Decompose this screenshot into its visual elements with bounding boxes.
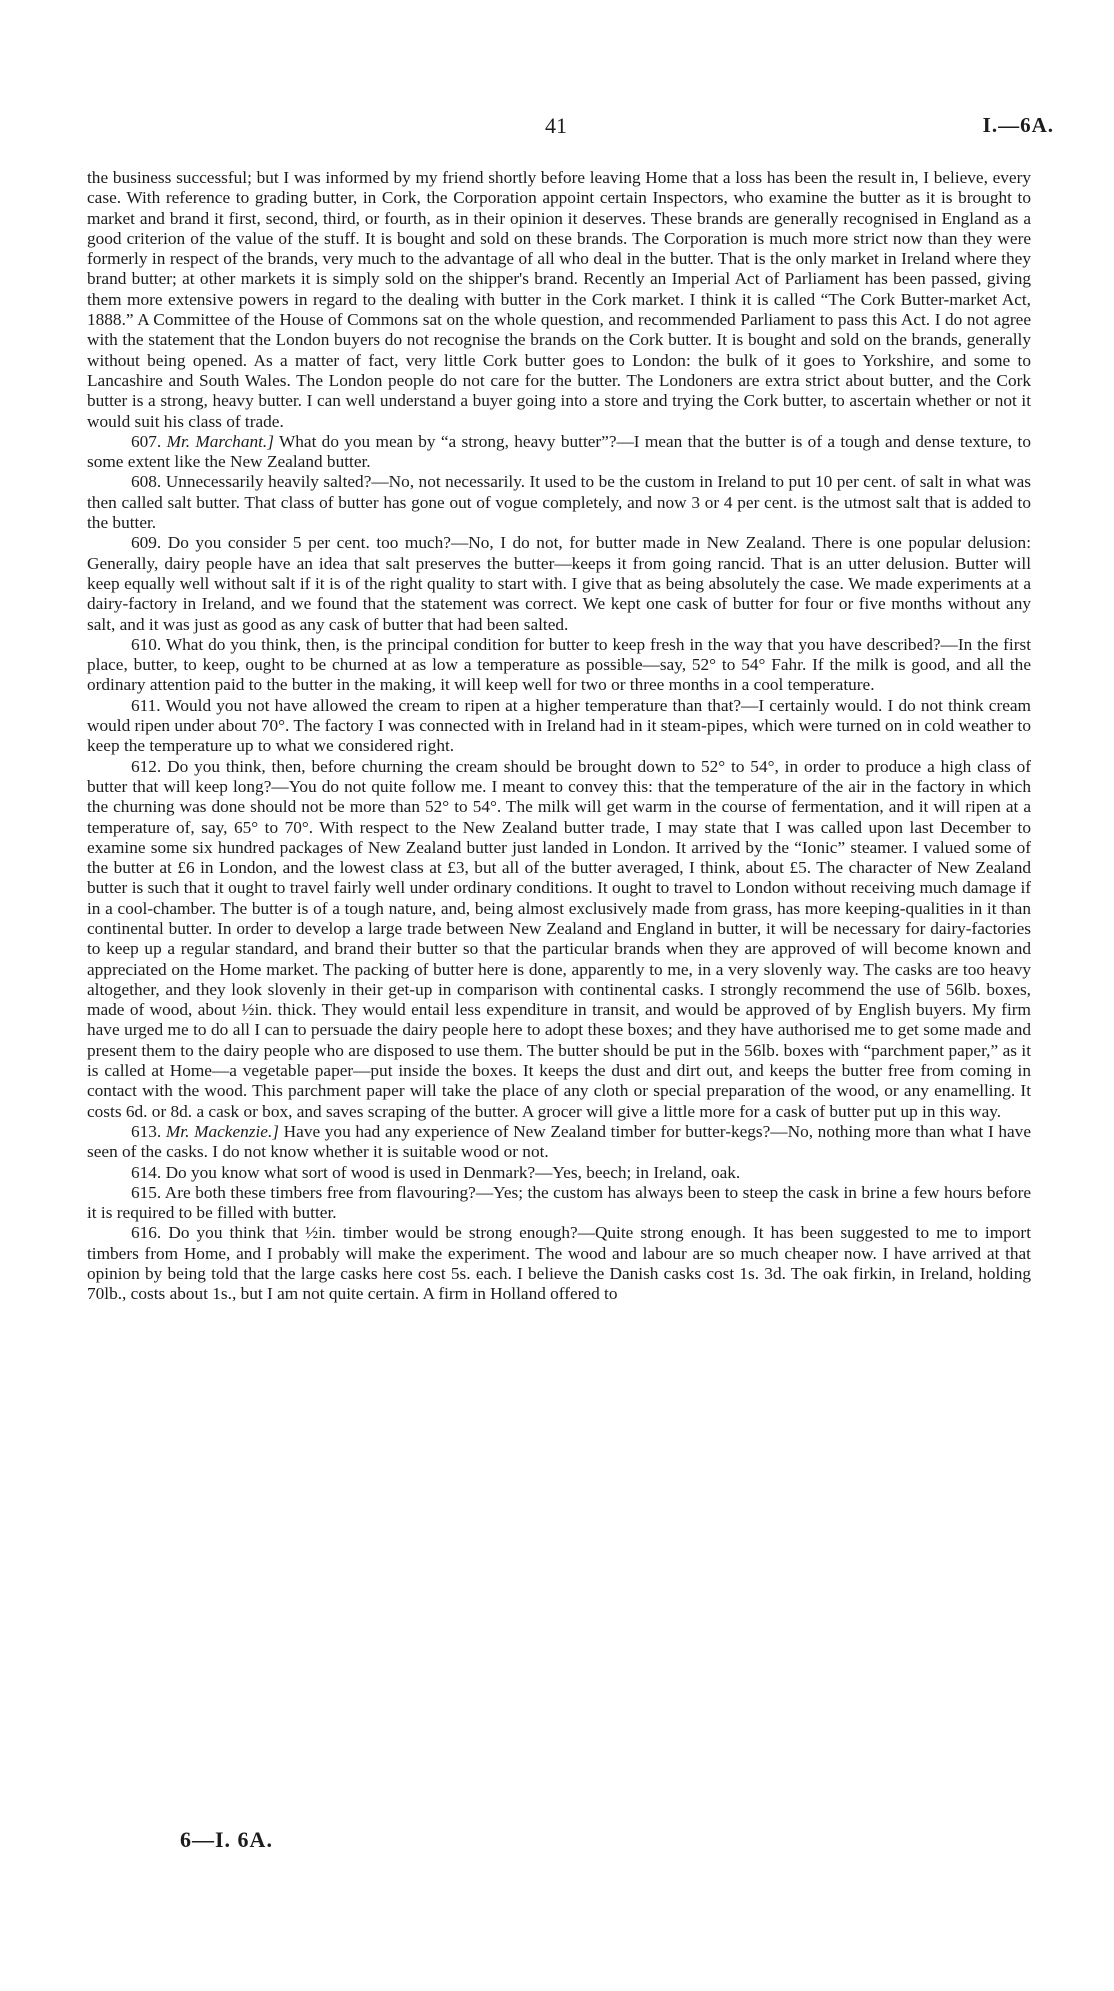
paragraph-continued: the business successful; but I was informed by my friend shortly before leaving Home that a loss has been the result in, I believe, every case. With reference to grading butter, in Cork, the Corporation appoint certain Inspectors, who examine the butter as it is brought to market and brand it first, second, third, or fourth, as in their opinion it deserves. These brands are generally recognised in England as a good criterion of the value of the stuff. It is bought and sold on these brands. The Corporation is much more strict now than they were formerly in respect of the brands, very much to the advantage of all who deal in the butter. That is the only market in Ireland where they brand butter; at other markets it is simply sold on the shipper's brand. Recently an Imperial Act of Parliament has been passed, giving them more extensive powers in regard to the dealing with butter in the Cork market. I think it is called “The Cork Butter-market Act, 1888.” A Committee of the House of Commons sat on the whole question, and recommended Parliament to pass this Act. I do not agree with the statement that the London buyers do not recognise the brands on the Cork butter. It is bought and sold on the brands, generally without being opened. As a matter of fact, very little Cork butter goes to London: the bulk of it goes to Yorkshire, and some to Lancashire and South Wales. The London people do not care for the butter. The Londoners are extra strict about butter, and the Cork butter is a strong, heavy butter. I can well understand a buyer going into a store and trying the Cork butter, to ascertain whether or not it would suit his class of trade.	[87, 168, 1031, 431]
speaker-name: Mr. Mackenzie.]	[165, 1121, 280, 1141]
paragraph-number: 608.	[131, 472, 162, 492]
paragraph-number: 614.	[131, 1162, 162, 1182]
page-number: 41	[545, 113, 567, 138]
paragraph-612: 612. Do you think, then, before churning the cream should be brought down to 52° to 54°, in order to produce a high class of butter that will keep long?—You do not quite follow me. I meant to convey this: that the temperature of the air in the factory in which the churning was done should not be more than 52° to 54°. The milk will get warm in the course of fermentation, and it will ripen at a temperature of, say, 65° to 70°. With respect to the New Zealand butter trade, I may state that I was called upon last December to examine some six hundred packages of New Zealand butter just landed in London. It arrived by the “Ionic” steamer. I valued some of the butter at £6 in London, and the lowest class at £3, but all of the butter averaged, I think, about £5. The character of New Zealand butter is such that it ought to travel fairly well under ordinary conditions. It ought to travel to London without receiving much damage if in a cool-chamber. The butter is of a tough nature, and, being almost exclusively made from grass, has more keeping-qualities in it than continental butter. In order to develop a large trade between New Zealand and England in butter, it will be necessary for dairy-factories to keep up a regular standard, and brand their butter so that the particular brands when they are approved of will become known and appreciated on the Home market. The packing of butter here is done, apparently to me, in a very slovenly way. The casks are too heavy altogether, and they look slovenly in their get-up in comparison with continental casks. I strongly recommend the use of 56lb. boxes, made of wood, about ½in. thick. They would entail less expenditure in transit, and would be approved of by English buyers. My firm have urged me to do all I can to persuade the dairy people here to adopt these boxes; and they have authorised me to get some made and present them to the dairy people who are disposed to use them. The butter should be put in the 56lb. boxes with “parchment paper,” as it is called at Home—a vegetable paper—put inside the boxes. It keeps the dust and dirt out, and keeps the butter free from coming in contact with the wood. This parchment paper will take the place of any cloth or special preparation of the wood, or any enamelling. It costs 6d. or 8d. a cask or box, and saves scraping of the butter. A grocer will give a little more for a cask of butter put up in this way.	[87, 756, 1031, 1121]
paragraph-611: 611. Would you not have allowed the cream to ripen at a higher temperature than that?—I certainly would. I do not think cream would ripen under about 70°. The factory I was connected with in Ireland had in it steam-pipes, which were turned on in cold weather to keep the temperature up to what we considered right.	[87, 695, 1032, 756]
paragraph-607: 607. Mr. Marchant.] What do you mean by “a strong, heavy butter”?—I mean that the butter is of a tough and dense texture, to some extent like the New Zealand butter.	[87, 431, 1031, 472]
paragraph-number: 613.	[131, 1121, 162, 1141]
paragraph-number: 607.	[131, 431, 162, 451]
signature-mark: 6—I. 6A.	[180, 1827, 273, 1852]
paragraph-number: 611.	[131, 695, 161, 715]
paragraph-number: 612.	[131, 756, 162, 776]
document-reference: I.—6A.	[982, 113, 1054, 137]
paragraph-613: 613. Mr. Mackenzie.] Have you had any experience of New Zealand timber for butter-kegs?—No, nothing more than what I have seen of the casks. I do not know whether it is suitable wood or not.	[87, 1121, 1031, 1162]
paragraph-number: 610.	[131, 634, 162, 654]
paragraph-number: 615.	[131, 1182, 162, 1202]
paragraph-number: 616.	[131, 1223, 162, 1243]
paragraph-610: 610. What do you think, then, is the principal condition for butter to keep fresh in the way that you have described?—In the first place, butter, to keep, ought to be churned at as low a temperature as possible—say, 52° to 54° Fahr. If the milk is good, and all the ordinary attention paid to the butter in the making, it will keep well for two or three months in a cool temperature.	[87, 634, 1031, 695]
paragraph-616: 616. Do you think that ½in. timber would be strong enough?—Quite strong enough. It has been suggested to me to import timbers from Home, and I probably will make the experiment. The wood and labour are so much cheaper now. I have arrived at that opinion by being told that the large casks here cost 5s. each. I believe the Danish casks cost 1s. 3d. The oak firkin, in Ireland, holding 70lb., costs about 1s., but I am not quite certain. A firm in Holland offered to	[87, 1223, 1031, 1304]
paragraph-609: 609. Do you consider 5 per cent. too much?—No, I do not, for butter made in New Zealand. There is one popular delusion: Generally, dairy people have an idea that salt preserves the butter—keeps it from going rancid. That is an utter delusion. Butter will keep equally well without salt if it is of the right quality to start with. I give that as being absolutely the case. We made experiments at a dairy-factory in Ireland, and we found that the statement was correct. We kept one cask of butter for four or five months without any salt, and it was just as good as any cask of butter that had been salted.	[87, 533, 1031, 634]
paragraph-608: 608. Unnecessarily heavily salted?—No, not necessarily. It used to be the custom in Ireland to put 10 per cent. of salt in what was then called salt butter. That class of butter has gone out of vogue completely, and now 3 or 4 per cent. is the utmost salt that is added to the butter.	[87, 472, 1031, 533]
paragraph-number: 609.	[131, 533, 162, 553]
paragraph-614: 614. Do you know what sort of wood is used in Denmark?—Yes, beech; in Ireland, oak.	[131, 1162, 741, 1182]
page-header	[0, 113, 1114, 143]
paragraph-615: 615. Are both these timbers free from flavouring?—Yes; the custom has always been to steep the cask in brine a few hours before it is required to be filled with butter.	[87, 1182, 1031, 1223]
speaker-name: Mr. Marchant.]	[166, 431, 274, 451]
body-text	[87, 168, 1031, 1305]
